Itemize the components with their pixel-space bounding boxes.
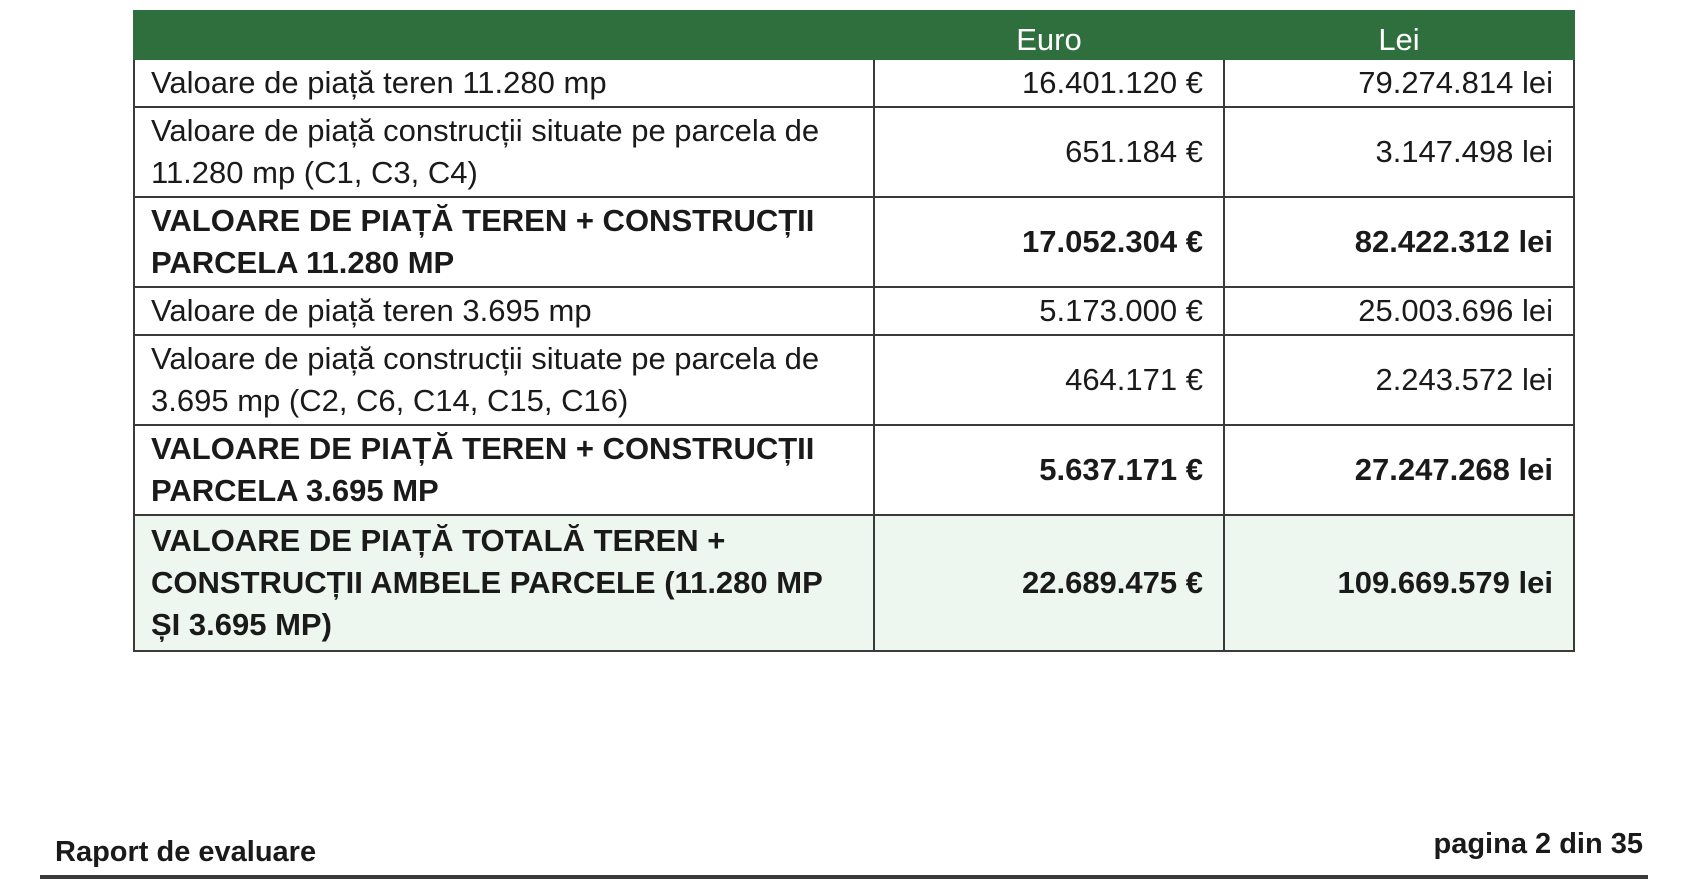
row-description: VALOARE DE PIAȚĂ TOTALĂ TEREN + CONSTRUCȚII AMBELE PARCELE (11.280 MP ȘI 3.695 MP) (134, 515, 874, 651)
row-value-lei: 82.422.312 lei (1224, 197, 1574, 287)
table-row (134, 335, 1574, 425)
table-row (134, 59, 1574, 107)
row-description: Valoare de piață teren 3.695 mp (134, 287, 874, 335)
valuation-table (133, 10, 1575, 652)
row-value-lei: 2.243.572 lei (1224, 335, 1574, 425)
table-body (134, 59, 1574, 651)
header-euro: Euro (874, 11, 1224, 59)
row-value-lei: 27.247.268 lei (1224, 425, 1574, 515)
row-description: VALOARE DE PIAȚĂ TEREN + CONSTRUCȚII PARCELA 11.280 MP (134, 197, 874, 287)
row-description: Valoare de piață construcții situate pe parcela de 11.280 mp (C1, C3, C4) (134, 107, 874, 197)
table-row (134, 107, 1574, 197)
header-lei: Lei (1224, 11, 1574, 59)
row-value-euro: 22.689.475 € (874, 515, 1224, 651)
footer-page-number: pagina 2 din 35 (1433, 828, 1643, 860)
row-value-euro: 651.184 € (874, 107, 1224, 197)
header-description (134, 11, 874, 59)
table-row-subtotal (134, 197, 1574, 287)
row-description: VALOARE DE PIAȚĂ TEREN + CONSTRUCȚII PARCELA 3.695 MP (134, 425, 874, 515)
row-description: Valoare de piață construcții situate pe parcela de 3.695 mp (C2, C6, C14, C15, C16) (134, 335, 874, 425)
row-value-lei: 25.003.696 lei (1224, 287, 1574, 335)
table-row-total (134, 515, 1574, 651)
table-header (134, 11, 1574, 59)
footer-divider (40, 875, 1648, 879)
row-value-euro: 5.173.000 € (874, 287, 1224, 335)
table-row-subtotal (134, 425, 1574, 515)
row-description: Valoare de piață teren 11.280 mp (134, 59, 874, 107)
table-row (134, 287, 1574, 335)
row-value-euro: 5.637.171 € (874, 425, 1224, 515)
header-row (134, 11, 1574, 59)
row-value-euro: 464.171 € (874, 335, 1224, 425)
row-value-lei: 3.147.498 lei (1224, 107, 1574, 197)
row-value-lei: 109.669.579 lei (1224, 515, 1574, 651)
row-value-euro: 17.052.304 € (874, 197, 1224, 287)
row-value-lei: 79.274.814 lei (1224, 59, 1574, 107)
row-value-euro: 16.401.120 € (874, 59, 1224, 107)
footer-report-title: Raport de evaluare (55, 836, 317, 868)
